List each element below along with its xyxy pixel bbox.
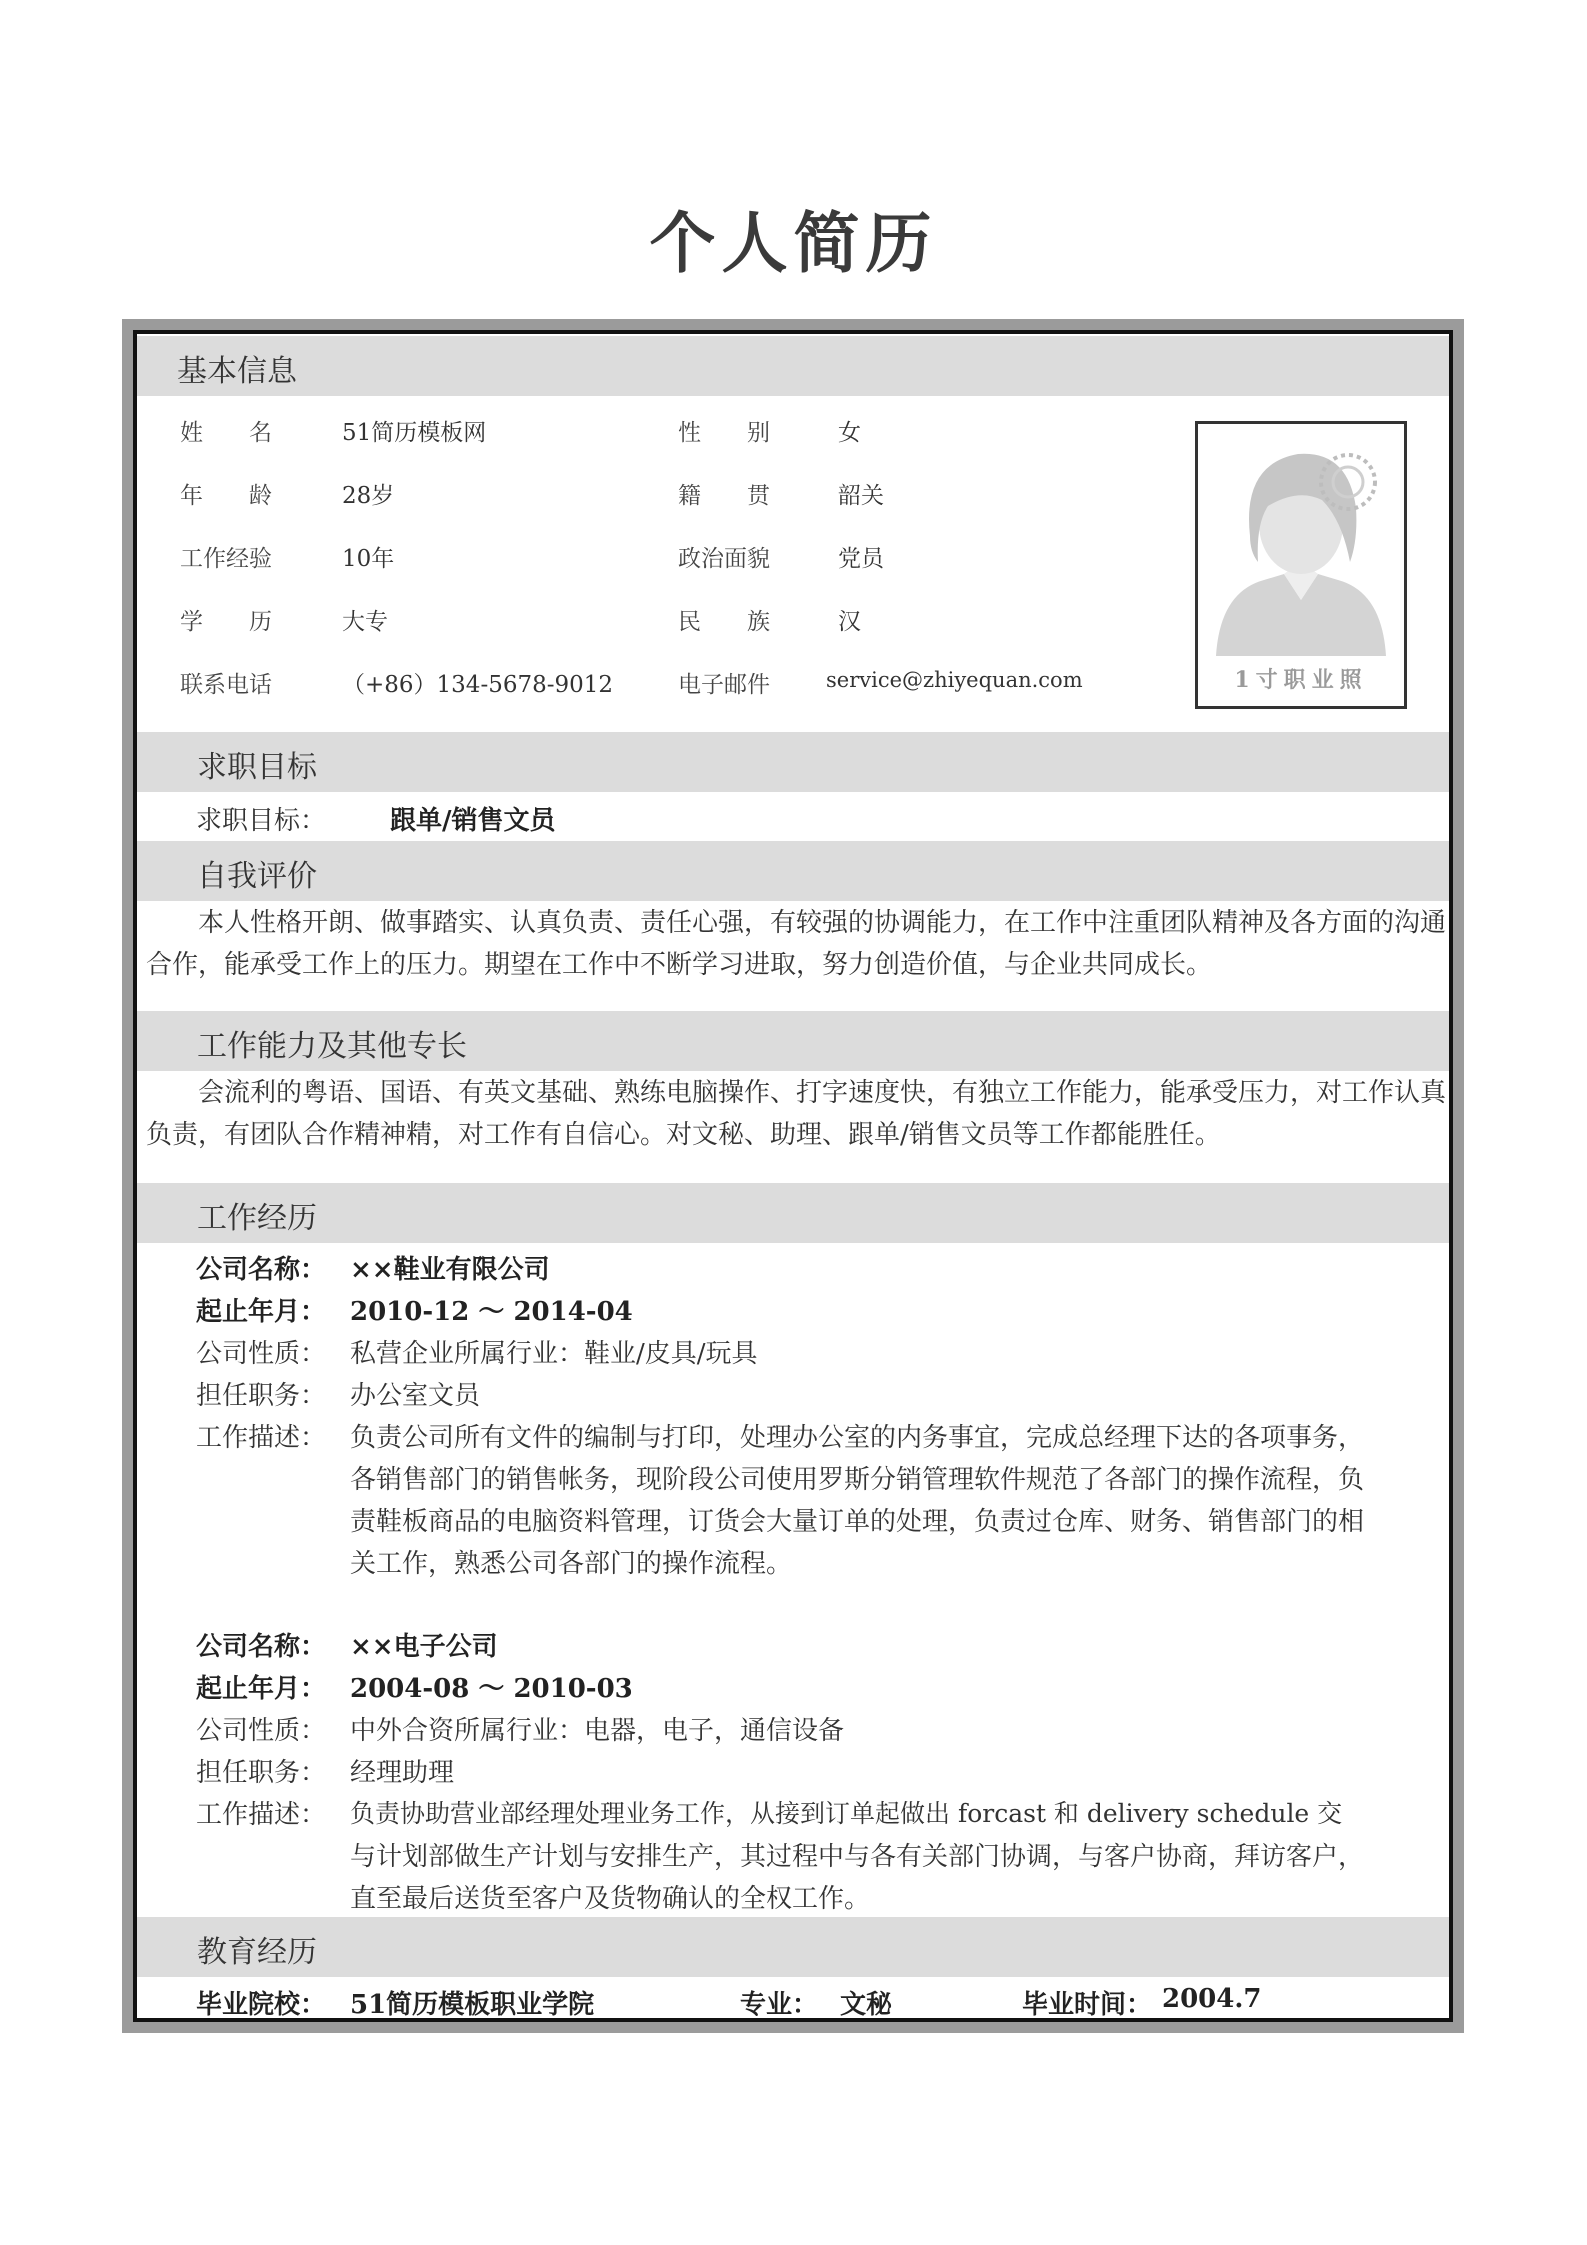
- major-value: 文秘: [840, 1990, 893, 2020]
- section-skills: [137, 1011, 1449, 1071]
- position-value: 办公室文员: [350, 1381, 481, 1411]
- person-silhouette-icon: [1198, 424, 1404, 664]
- company-name: ××鞋业有限公司: [350, 1255, 550, 1285]
- ethnic-value: 汉: [838, 609, 861, 635]
- description-line: 关工作，熟悉公司各部门的操作流程。: [350, 1549, 793, 1579]
- political-value: 党员: [838, 546, 884, 572]
- education-level-value: 大专: [342, 609, 388, 635]
- nature-label: 公司性质：: [196, 1339, 327, 1369]
- period-value: 2010-12 ～ 2014-04: [350, 1297, 633, 1327]
- period-label: 起止年月：: [196, 1297, 327, 1327]
- objective-value: 跟单/销售文员: [390, 806, 556, 836]
- description-line: 直至最后送货至客户及货物确认的全权工作。: [350, 1884, 871, 1914]
- email-value: service@zhiyequan.com: [826, 668, 1083, 692]
- description-line: 责鞋板商品的电脑资料管理，订货会大量订单的处理，负责过仓库、财务、销售部门的相: [350, 1507, 1365, 1537]
- nature-value: 中外合资所属行业：电器，电子，通信设备: [350, 1716, 845, 1746]
- description-label: 工作描述：: [196, 1423, 327, 1453]
- section-title: 工作能力及其他专长: [197, 1029, 467, 1064]
- section-title: 工作经历: [197, 1201, 317, 1236]
- period-label: 起止年月：: [196, 1674, 327, 1704]
- section-title: 教育经历: [197, 1935, 317, 1970]
- section-basic-info: [137, 336, 1449, 396]
- origin-label: 籍 贯: [678, 483, 770, 509]
- company-label: 公司名称：: [196, 1255, 327, 1285]
- phone-label: 联系电话: [180, 672, 272, 698]
- position-label: 担任职务：: [196, 1758, 327, 1788]
- description-line: 与计划部做生产计划与安排生产，其过程中与各有关部门协调，与客户协商，拜访客户，: [350, 1842, 1365, 1872]
- position-value: 经理助理: [350, 1758, 455, 1788]
- section-education: [137, 1917, 1449, 1977]
- section-experience: [137, 1183, 1449, 1243]
- graduation-value: 2004.7: [1162, 1984, 1262, 2014]
- photo-placeholder: [1195, 421, 1407, 709]
- school-label: 毕业院校：: [196, 1990, 327, 2020]
- name-value: 51简历模板网: [342, 420, 487, 446]
- graduation-label: 毕业时间：: [1022, 1990, 1153, 2020]
- experience-value: 10年: [342, 546, 395, 572]
- position-label: 担任职务：: [196, 1381, 327, 1411]
- nature-value: 私营企业所属行业：鞋业/皮具/玩具: [350, 1339, 758, 1369]
- school-value: 51简历模板职业学院: [350, 1990, 595, 2020]
- gender-value: 女: [838, 420, 861, 446]
- experience-label: 工作经验: [180, 546, 272, 572]
- political-label: 政治面貌: [678, 546, 770, 572]
- company-label: 公司名称：: [196, 1632, 327, 1662]
- phone-value: （+86）134-5678-9012: [342, 672, 614, 698]
- age-label: 年 龄: [180, 483, 272, 509]
- education-level-label: 学 历: [180, 609, 272, 635]
- email-label: 电子邮件: [678, 672, 770, 698]
- section-title: 基本信息: [177, 354, 297, 389]
- nature-label: 公司性质：: [196, 1716, 327, 1746]
- period-value: 2004-08 ～ 2010-03: [350, 1674, 633, 1704]
- skills-text: 会流利的粤语、国语、有英文基础、熟练电脑操作、打字速度快，有独立工作能力，能承受压力，对工作认真负责，有团队合作精神精，对工作有自信心。对文秘、助理、跟单/销售文员等工作都能胜任。: [146, 1078, 1447, 1150]
- self-evaluation-text: 本人性格开朗、做事踏实、认真负责、责任心强，有较强的协调能力，在工作中注重团队精神及各方面的沟通合作，能承受工作上的压力。期望在工作中不断学习进取，努力创造价值，与企业共同成长。: [146, 908, 1447, 980]
- section-self-evaluation: [137, 841, 1449, 901]
- section-title: 求职目标: [197, 750, 317, 785]
- objective-label: 求职目标：: [196, 806, 327, 836]
- name-label: 姓 名: [180, 420, 272, 446]
- company-name: ××电子公司: [350, 1632, 498, 1662]
- description-label: 工作描述：: [196, 1800, 327, 1830]
- description-line: 负责协助营业部经理处理业务工作，从接到订单起做出 forcast 和 delivery schedule 交: [350, 1799, 1343, 1828]
- age-value: 28岁: [342, 483, 395, 509]
- description-line: 负责公司所有文件的编制与打印，处理办公室的内务事宜，完成总经理下达的各项事务，: [350, 1423, 1365, 1453]
- major-label: 专业：: [740, 1990, 819, 2020]
- page-title: 个人简历: [649, 204, 938, 282]
- section-objective: [137, 732, 1449, 792]
- gender-label: 性 别: [678, 420, 770, 446]
- origin-value: 韶关: [838, 483, 884, 509]
- ethnic-label: 民 族: [678, 609, 770, 635]
- description-line: 各销售部门的销售帐务，现阶段公司使用罗斯分销管理软件规范了各部门的操作流程，负: [350, 1465, 1365, 1495]
- section-title: 自我评价: [197, 859, 317, 894]
- photo-caption: 1寸职业照: [1234, 667, 1368, 693]
